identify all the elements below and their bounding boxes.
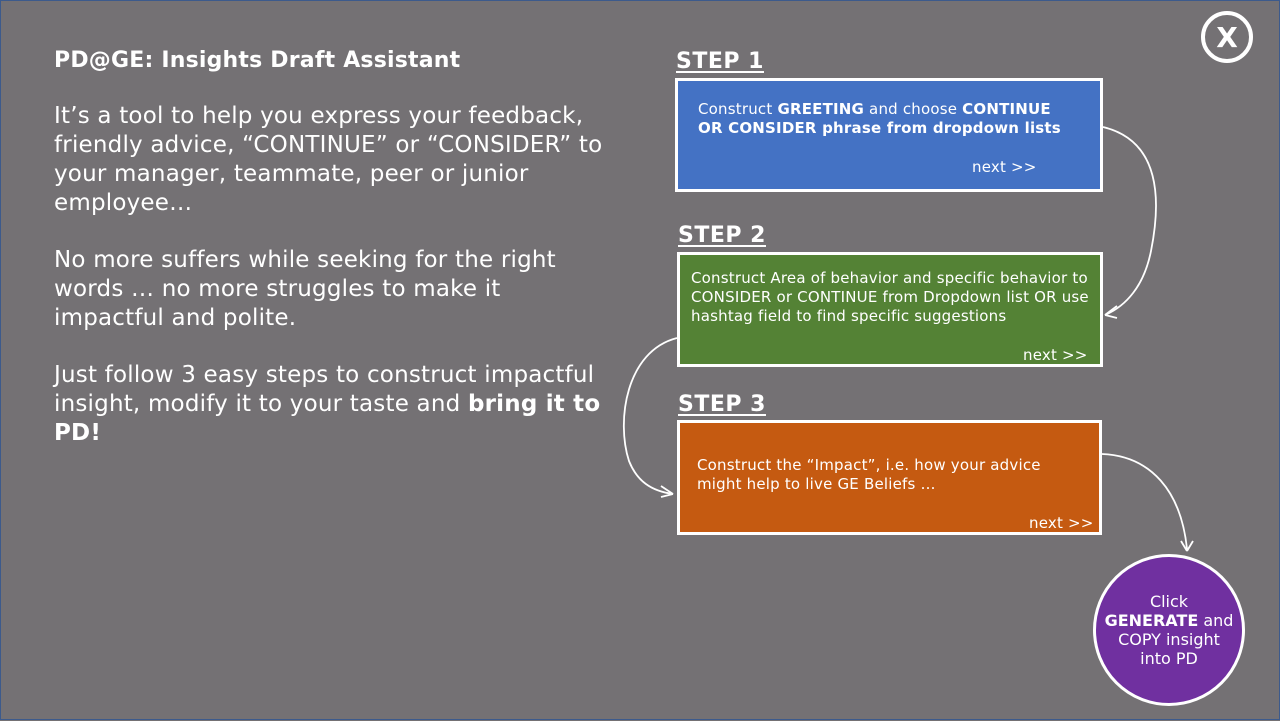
final-line-2 (1105, 611, 1234, 630)
generate-copy-circle[interactable] (1093, 554, 1245, 706)
final-line-3: COPY insight (1118, 630, 1220, 649)
final-line-1: Click (1149, 592, 1189, 611)
step-1-text-a: Construct (698, 100, 778, 118)
step-1-text-greeting: GREETING (777, 100, 865, 118)
intro-paragraph-3-text: Just follow 3 easy steps to construct impactful insight, modify it to your taste and (54, 362, 595, 417)
step-1-text-c: and choose (864, 100, 963, 118)
arrowhead-step3 (661, 486, 673, 497)
final-generate-bold: GENERATE (1104, 611, 1199, 630)
final-line-2-rest: and (1198, 611, 1234, 630)
step-3-box[interactable] (677, 420, 1102, 535)
arrowhead-step2 (1105, 306, 1117, 318)
step-1-text-phrase: CONTINUE OR CONSIDER phrase from dropdown lists (698, 100, 1061, 137)
page-title: PD@GE: Insights Draft Assistant (54, 48, 461, 73)
step-3-text: Construct the “Impact”, i.e. how your advice might help to live GE Beliefs … (697, 456, 1041, 493)
intro-paragraph-3-bold: bring it to PD! (54, 391, 601, 446)
step-1-text (698, 100, 1078, 138)
step-2-next-link[interactable]: next >> (1023, 346, 1088, 364)
step-2-box[interactable] (677, 252, 1103, 367)
final-line-4: into PD (1140, 649, 1198, 668)
step-3-next-link[interactable]: next >> (1029, 514, 1094, 532)
step-3-label: STEP 3 (678, 392, 766, 417)
arrow-step2-to-step3 (624, 338, 677, 494)
step-2-label: STEP 2 (678, 223, 766, 248)
arrow-step3-to-final (1102, 454, 1187, 549)
step-2-text: Construct Area of behavior and specific behavior to CONSIDER or CONTINUE from Dropdown list OR use hashtag field to find specific suggestions (691, 269, 1089, 325)
arrowhead-final (1181, 541, 1193, 551)
arrow-step1-to-step2 (1103, 127, 1156, 315)
intro-paragraph-1: It’s a tool to help you express your feedback, friendly advice, “CONTINUE” or “CONSIDER” to your manager, teammate, peer or junior employee… (54, 103, 603, 216)
close-icon: X (1216, 20, 1238, 54)
close-button[interactable] (1201, 11, 1253, 63)
step-1-next-link[interactable]: next >> (972, 158, 1037, 176)
intro-paragraph-3 (54, 361, 614, 448)
step-1-label: STEP 1 (676, 49, 764, 74)
intro-panel (54, 45, 614, 476)
step-1-box[interactable] (675, 78, 1103, 192)
intro-paragraph-2: No more suffers while seeking for the right words … no more struggles to make it impactful and polite. (54, 247, 556, 331)
